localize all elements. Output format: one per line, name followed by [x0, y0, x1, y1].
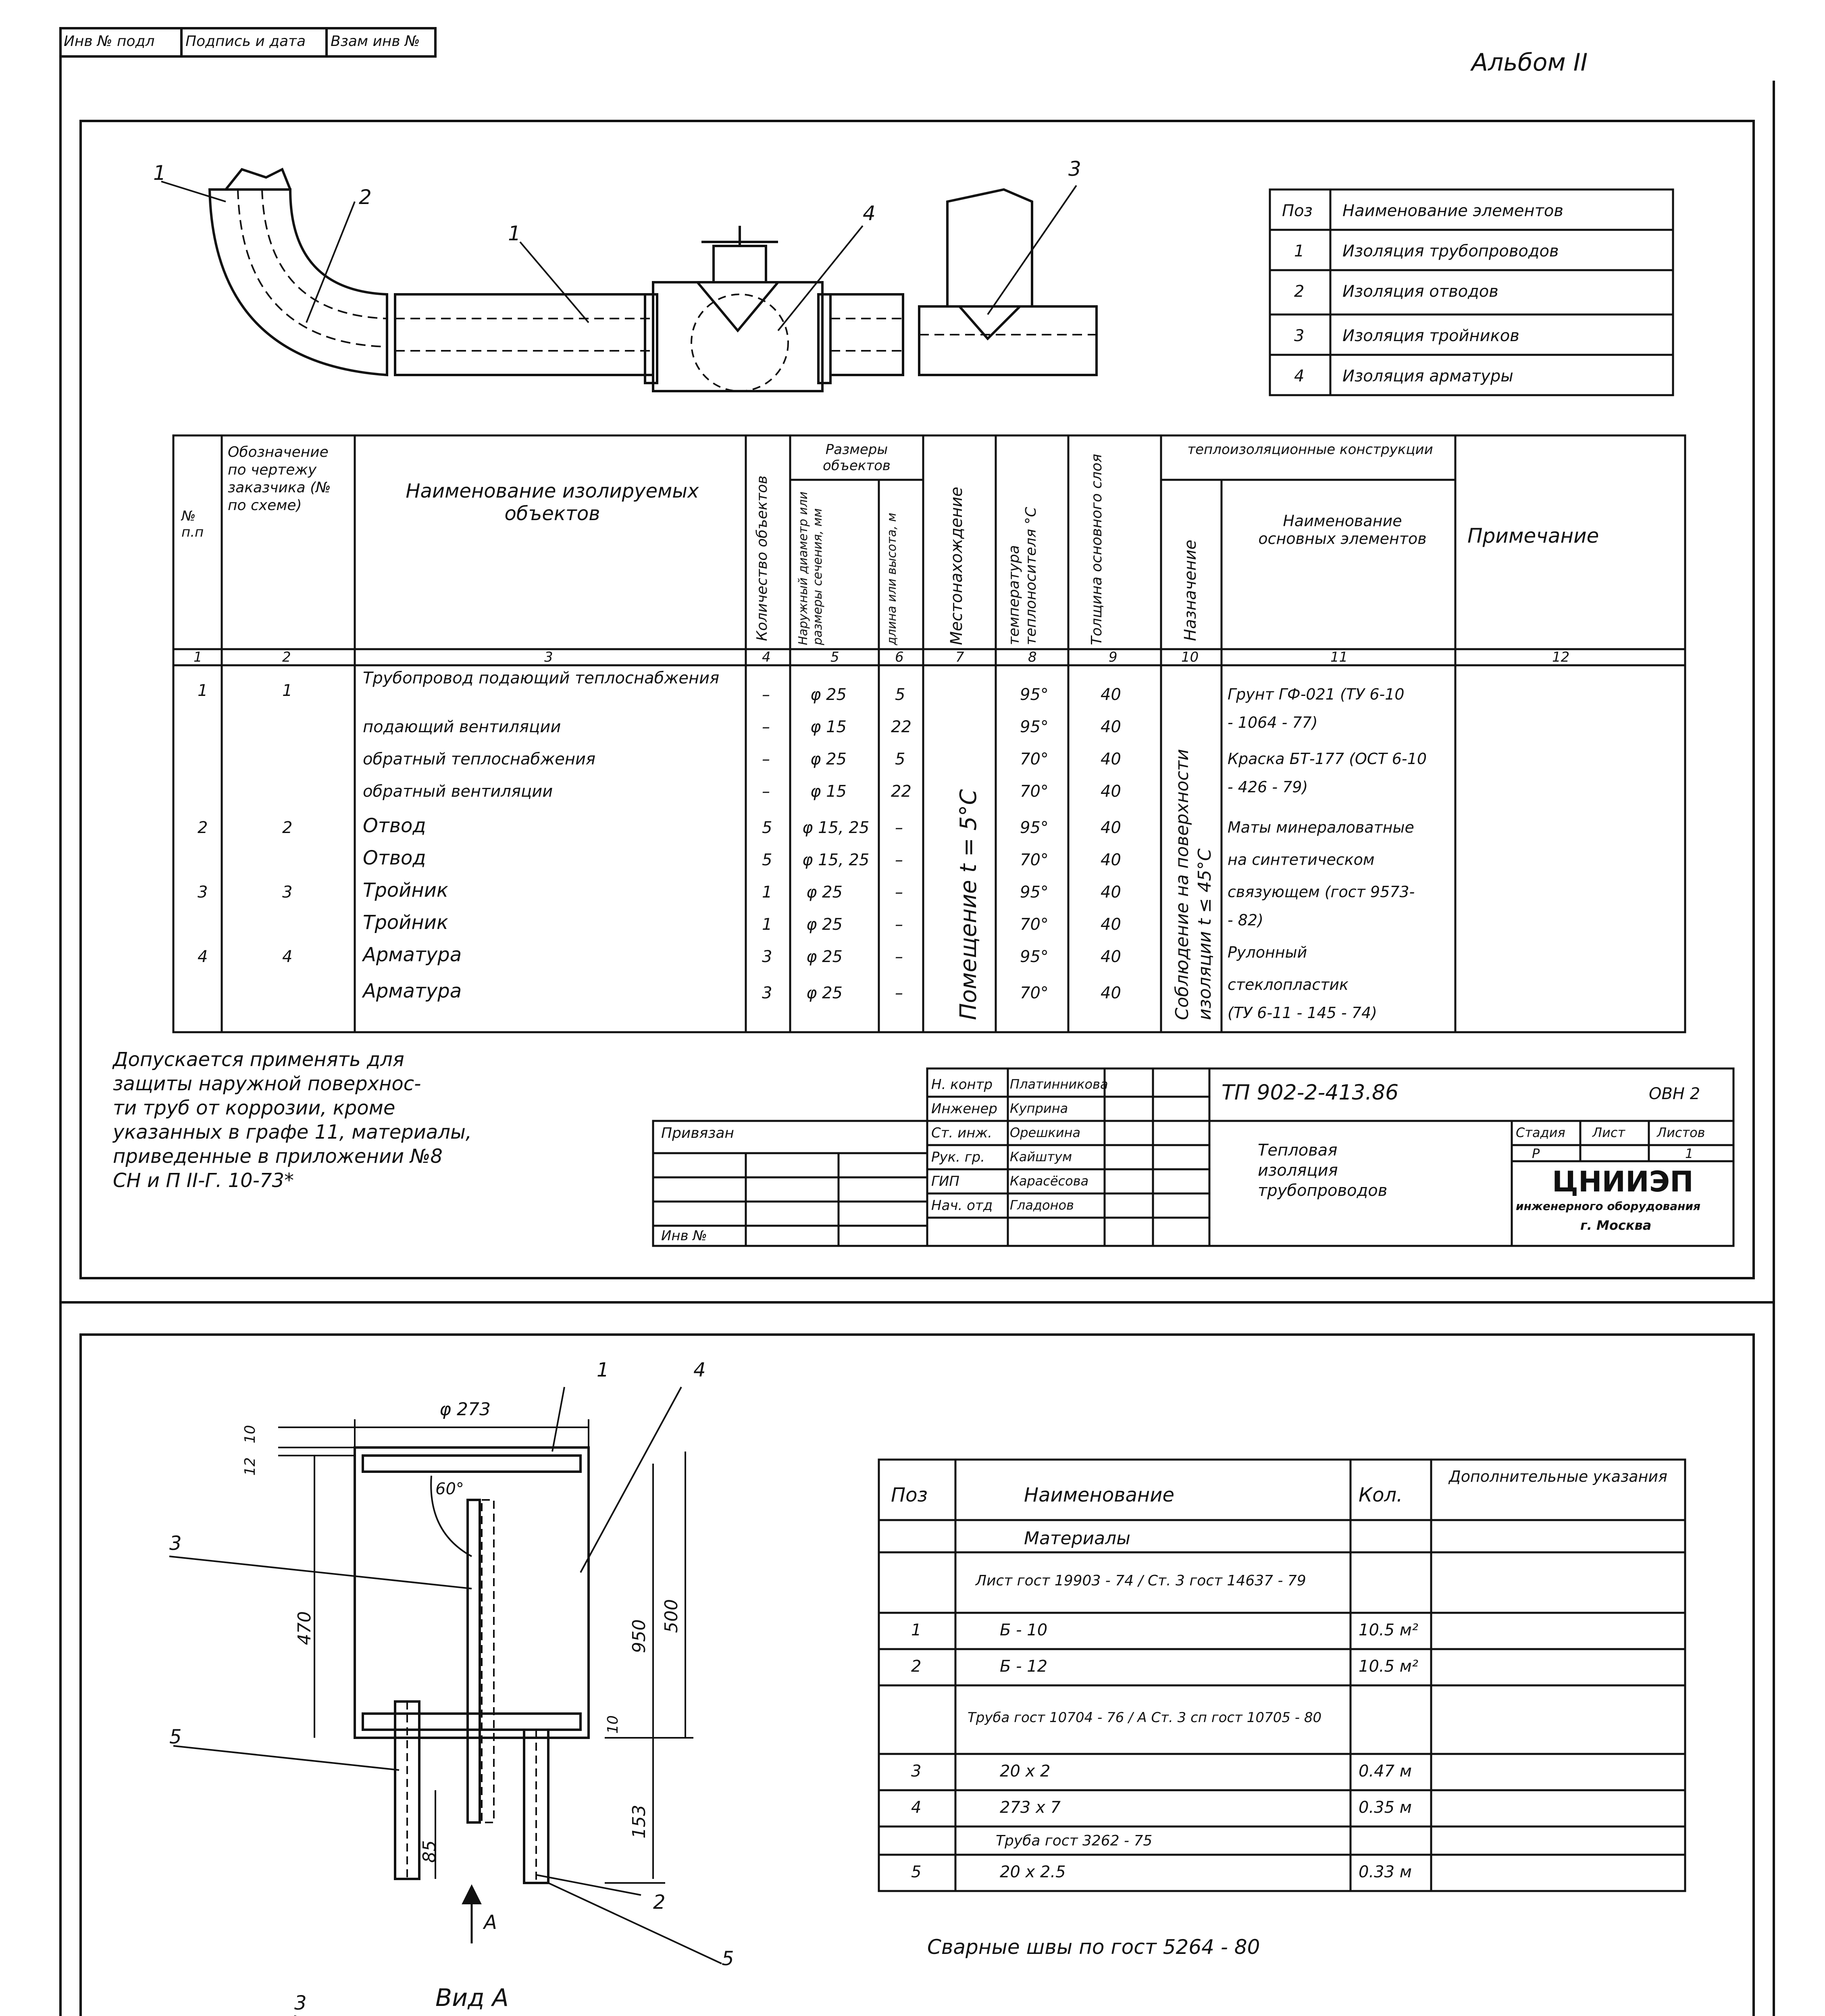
dim-d273: φ 273 [439, 1399, 491, 1420]
row-n: 4 [198, 948, 208, 966]
row-th: 40 [1101, 818, 1121, 837]
row-th: 40 [1101, 948, 1121, 966]
row-qty: – [762, 718, 770, 736]
element-line: на синтетическом [1228, 851, 1375, 868]
dim-h153: 153 [629, 1805, 649, 1839]
stamp-title: изоляция [1258, 1161, 1338, 1180]
row-t: 95° [1020, 818, 1049, 837]
stamp-org-sub: инженерного оборудования [1516, 1200, 1701, 1213]
row-d: φ 25 [810, 685, 847, 704]
spec-name: Лист гост 19903 - 74 / Ст. 3 гост 14637 - 79 [976, 1572, 1306, 1589]
row-l: 22 [891, 718, 911, 736]
callout-5b: 5 [722, 1947, 734, 1970]
row-d: φ 25 [806, 915, 843, 934]
row-d: φ 25 [806, 984, 843, 1002]
row-d: φ 15, 25 [802, 818, 870, 837]
element-line: - 1064 - 77) [1228, 714, 1318, 731]
stamp-person: Орешкина [1010, 1125, 1081, 1140]
spec-pos: 4 [911, 1798, 922, 1817]
th-num: № п.п [181, 508, 204, 540]
th-elements: Наименование основных элементов [1258, 512, 1427, 548]
stamp-person: Гладонов [1010, 1198, 1074, 1213]
stamp-sheets-label: Листов [1657, 1125, 1705, 1140]
th-length: длина или высота, м [885, 512, 899, 645]
row-obozn: 2 [282, 818, 293, 837]
spec-qty: 0.33 м [1359, 1863, 1412, 1881]
row-t: 70° [1020, 984, 1049, 1002]
spec-name: Материалы [1024, 1528, 1130, 1549]
view-a-label: Вид А [435, 1984, 509, 2012]
row-qty: 1 [762, 883, 772, 902]
spec-header-qty: Кол. [1359, 1484, 1403, 1506]
element-line: Краска БТ-177 (ОСТ 6-10 [1228, 750, 1427, 768]
row-d: φ 25 [810, 750, 847, 768]
spec-header-pos: Поз [891, 1484, 928, 1506]
row-t: 95° [1020, 883, 1049, 902]
dim-h85: 85 [419, 1840, 440, 1863]
th-thick: Толщина основного слоя [1088, 454, 1105, 645]
spec-header-name: Наименование [1024, 1484, 1175, 1506]
row-d: φ 15, 25 [802, 851, 870, 869]
colnum-7: 7 [955, 649, 964, 665]
dim-h470: 470 [294, 1611, 315, 1645]
row-th: 40 [1101, 750, 1121, 768]
dim-d10: 10 [242, 1425, 258, 1443]
stamp-title: трубопроводов [1258, 1181, 1388, 1200]
stamp-role: Инженер [931, 1101, 997, 1117]
element-line: - 426 - 79) [1228, 778, 1308, 796]
stamp-role: Рук. гр. [931, 1149, 985, 1165]
callout-3: 3 [169, 1532, 182, 1555]
th-temp: температура теплоносителя °C [1006, 507, 1039, 645]
note-line: защиты наружной поверхнос- [113, 1073, 421, 1095]
legend-pos-3: 3 [1294, 327, 1305, 345]
callout-3: 3 [1068, 157, 1081, 181]
colnum-11: 11 [1330, 649, 1348, 665]
note-line: ти труб от коррозии, кроме [113, 1097, 395, 1119]
stamp-person: Кайштум [1010, 1149, 1072, 1164]
row-obozn: 1 [282, 681, 293, 700]
stamp-stage-label: Стадия [1516, 1125, 1565, 1140]
header-box-sign: Подпись и дата [185, 33, 306, 50]
legend-pos-2: 2 [1294, 282, 1305, 301]
dim-h950: 950 [629, 1619, 649, 1653]
row-d: φ 25 [806, 948, 843, 966]
row-th: 40 [1101, 883, 1121, 902]
row-name: Отвод [363, 814, 426, 837]
stamp-city: г. Москва [1580, 1218, 1652, 1233]
th-note: Примечание [1467, 524, 1599, 548]
spec-header-notes: Дополнительные указания [1449, 1468, 1667, 1485]
colnum-6: 6 [895, 649, 904, 665]
spec-name: 273 х 7 [1000, 1798, 1061, 1817]
row-qty: 3 [762, 984, 772, 1002]
row-l: – [895, 984, 903, 1002]
stamp-role: Нач. отд [931, 1198, 993, 1214]
row-name: обратный вентиляции [363, 782, 553, 801]
row-qty: – [762, 685, 770, 704]
row-d: φ 15 [810, 718, 847, 736]
colnum-1: 1 [194, 649, 202, 665]
row-n: 1 [198, 681, 208, 700]
dim-d12: 12 [242, 1457, 258, 1476]
row-obozn: 4 [282, 948, 293, 966]
spec-name: 20 х 2 [1000, 1762, 1051, 1781]
th-constructions: теплоизоляционные конструкции [1187, 442, 1433, 458]
callout-1a: 1 [153, 161, 166, 185]
row-name: подающий вентиляции [363, 718, 561, 736]
row-qty: 5 [762, 851, 772, 869]
stamp-title: Тепловая [1258, 1141, 1338, 1160]
location-text: Помещение t = 5°C [955, 789, 982, 1020]
row-name: Тройник [363, 879, 448, 902]
legend-header-pos: Поз [1282, 202, 1313, 220]
spec-name: Б - 12 [1000, 1657, 1048, 1676]
welds-note: Сварные швы по гост 5264 - 80 [927, 1935, 1260, 1959]
stamp-org: ЦНИИЭП [1552, 1165, 1694, 1198]
th-obozn: Обозначение по чертежу заказчика (№ по схеме) [228, 444, 331, 514]
row-l: – [895, 818, 903, 837]
row-qty: – [762, 782, 770, 801]
row-l: – [895, 851, 903, 869]
legend-name-1: Изоляция трубопроводов [1342, 242, 1559, 260]
th-sizes: Размеры объектов [823, 442, 891, 474]
spec-qty: 0.47 м [1359, 1762, 1412, 1781]
row-t: 70° [1020, 782, 1049, 801]
row-qty: 5 [762, 818, 772, 837]
element-line: связующем (гост 9573- [1228, 883, 1415, 901]
callout-1b: 1 [508, 222, 521, 245]
row-t: 95° [1020, 948, 1049, 966]
callout-2: 2 [653, 1891, 666, 1914]
purpose-text: Соблюдение на поверхности изоляции t ≤ 45°C [1172, 749, 1215, 1020]
stamp-code: ТП 902-2-413.86 [1222, 1081, 1399, 1105]
stamp-person: Платинникова [1010, 1077, 1108, 1092]
stamp-privyazan: Привязан [661, 1125, 734, 1141]
arrow-a-label: А [484, 1911, 497, 1934]
spec-pos: 5 [911, 1863, 922, 1881]
row-name: Тройник [363, 911, 448, 934]
element-line: Маты минераловатные [1228, 818, 1414, 836]
row-qty: – [762, 750, 770, 768]
row-t: 70° [1020, 851, 1049, 869]
row-l: – [895, 883, 903, 902]
note-line: СН и П II-Г. 10-73* [113, 1169, 294, 1192]
spec-pos: 1 [911, 1621, 922, 1639]
row-d: φ 15 [810, 782, 847, 801]
legend-name-4: Изоляция арматуры [1342, 367, 1513, 385]
element-line: (ТУ 6-11 - 145 - 74) [1228, 1004, 1377, 1022]
callout-4: 4 [693, 1359, 706, 1381]
row-n: 2 [198, 818, 208, 837]
spec-name: Труба гост 10704 - 76 / А Ст. 3 сп гост 10705 - 80 [968, 1710, 1322, 1726]
element-line: стеклопластик [1228, 976, 1348, 993]
note-line: Допускается применять для [113, 1048, 404, 1071]
legend-pos-1: 1 [1294, 242, 1305, 260]
colnum-10: 10 [1181, 649, 1199, 665]
colnum-12: 12 [1552, 649, 1570, 665]
dim-d10b: 10 [605, 1715, 621, 1734]
row-th: 40 [1101, 851, 1121, 869]
colnum-2: 2 [282, 649, 291, 665]
spec-qty: 0.35 м [1359, 1798, 1412, 1817]
note-line: приведенные в приложении №8 [113, 1145, 443, 1168]
row-th: 40 [1101, 915, 1121, 934]
row-t: 95° [1020, 718, 1049, 736]
header-box-replace: Взам инв № [331, 33, 420, 50]
row-name: Арматура [363, 943, 462, 966]
row-t: 70° [1020, 750, 1049, 768]
spec-qty: 10.5 м² [1359, 1621, 1418, 1639]
row-l: – [895, 948, 903, 966]
spec-name: 20 х 2.5 [1000, 1863, 1066, 1881]
colnum-9: 9 [1109, 649, 1117, 665]
th-location: Местонахождение [947, 487, 966, 645]
spec-name: Труба гост 3262 - 75 [996, 1833, 1153, 1849]
th-name: Наименование изолируемых объектов [406, 480, 699, 525]
row-l: 5 [895, 750, 905, 768]
row-l: – [895, 915, 903, 934]
stamp-role: Ст. инж. [931, 1125, 992, 1141]
th-qty: Количество объектов [754, 475, 770, 641]
spec-qty: 10.5 м² [1359, 1657, 1418, 1676]
stamp-person: Куприна [1010, 1101, 1068, 1116]
stamp-sheet-mark: ОВН 2 [1649, 1085, 1700, 1103]
spec-pos: 2 [911, 1657, 922, 1676]
dim-angle: 60° [435, 1480, 464, 1498]
callout-5: 5 [169, 1726, 182, 1748]
th-diam: Наружный диаметр или размеры сечения, мм [796, 491, 825, 645]
row-th: 40 [1101, 718, 1121, 736]
legend-pos-4: 4 [1294, 367, 1305, 385]
note-line: указанных в графе 11, материалы, [113, 1121, 472, 1143]
row-name: Отвод [363, 847, 426, 869]
row-th: 40 [1101, 685, 1121, 704]
row-t: 70° [1020, 915, 1049, 934]
row-obozn: 3 [282, 883, 293, 902]
header-box-inv: Инв № подл [64, 33, 155, 50]
row-l: 5 [895, 685, 905, 704]
stamp-role: Н. контр [931, 1077, 993, 1093]
row-name: Арматура [363, 980, 462, 1002]
row-n: 3 [198, 883, 208, 902]
stamp-stage-value: Р [1532, 1146, 1540, 1161]
stamp-sheets-value: 1 [1685, 1146, 1694, 1161]
dim-h500: 500 [661, 1599, 682, 1633]
row-th: 40 [1101, 984, 1121, 1002]
stamp-role: ГИП [931, 1173, 959, 1189]
colnum-8: 8 [1028, 649, 1037, 665]
spec-name: Б - 10 [1000, 1621, 1048, 1639]
row-name: Трубопровод подающий теплоснабжения [363, 669, 720, 687]
row-th: 40 [1101, 782, 1121, 801]
row-qty: 1 [762, 915, 772, 934]
stamp-inv: Инв № [661, 1228, 707, 1244]
legend-header-name: Наименование элементов [1342, 202, 1563, 220]
spec-pos: 3 [911, 1762, 922, 1781]
element-line: Рулонный [1228, 943, 1307, 961]
colnum-5: 5 [830, 649, 839, 665]
legend-name-3: Изоляция тройников [1342, 327, 1519, 345]
legend-name-2: Изоляция отводов [1342, 282, 1498, 301]
colnum-4: 4 [762, 649, 771, 665]
colnum-3: 3 [544, 649, 553, 665]
stamp-sheet-label: Лист [1592, 1125, 1625, 1140]
row-t: 95° [1020, 685, 1049, 704]
row-name: обратный теплоснабжения [363, 750, 596, 768]
element-line: Грунт ГФ-021 (ТУ 6-10 [1228, 685, 1405, 703]
row-qty: 3 [762, 948, 772, 966]
callout-4: 4 [863, 202, 876, 225]
th-purpose: Назначение [1181, 539, 1200, 641]
element-line: - 82) [1228, 911, 1263, 929]
callout-1: 1 [597, 1359, 609, 1381]
stamp-person: Карасёсова [1010, 1173, 1089, 1189]
row-l: 22 [891, 782, 911, 801]
album-label: Альбом II [1471, 48, 1588, 77]
callout-2: 2 [359, 185, 372, 209]
row-d: φ 25 [806, 883, 843, 902]
callout-3b: 3 [294, 1992, 307, 2014]
